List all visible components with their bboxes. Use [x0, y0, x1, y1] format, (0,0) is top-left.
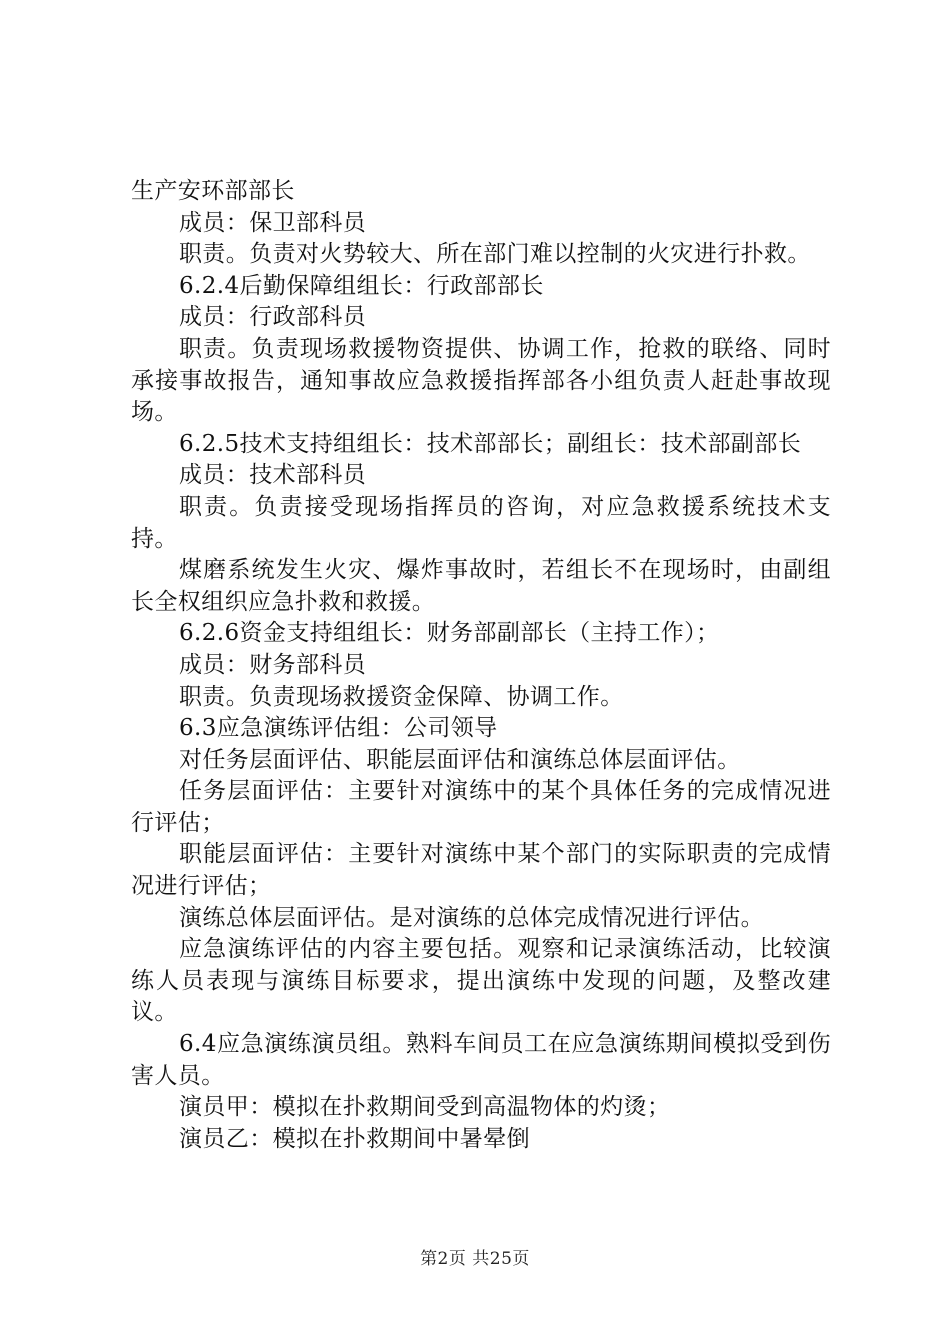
paragraph-17: 演练总体层面评估。是对演练的总体完成情况进行评估。 — [179, 904, 764, 931]
paragraph-20: 演员甲：模拟在扑救期间受到高温物体的灼烫； — [179, 1094, 671, 1121]
paragraph-3: 6.2.4后勤保障组组长：行政部部长 — [179, 272, 544, 299]
document-body — [131, 176, 831, 1155]
paragraph-13: 6.3应急演练评估组：公司领导 — [179, 715, 498, 742]
paragraph-12: 职责。负责现场救援资金保障、协调工作。 — [179, 683, 624, 710]
paragraph-2: 职责。负责对火势较大、所在部门难以控制的火灾进行扑救。 — [179, 241, 811, 268]
page-footer — [0, 1244, 950, 1269]
paragraph-18: 应急演练评估的内容主要包括。观察和记录演练活动，比较演练人员表现与演练目标要求，提出演练中发现的问题，及整改建议。 — [131, 936, 831, 1026]
paragraph-21: 演员乙：模拟在扑救期间中暑晕倒 — [179, 1125, 530, 1152]
paragraph-11: 成员：财务部科员 — [179, 651, 367, 678]
paragraph-1: 成员：保卫部科员 — [179, 209, 367, 236]
paragraph-19: 6.4应急演练演员组。熟料车间员工在应急演练期间模拟受到伤害人员。 — [131, 1031, 831, 1089]
paragraph-6: 6.2.5技术支持组组长：技术部部长；副组长：技术部副部长 — [179, 430, 802, 457]
paragraph-16: 职能层面评估：主要针对演练中某个部门的实际职责的完成情况进行评估； — [131, 841, 831, 900]
paragraph-5: 职责。负责现场救援物资提供、协调工作，抢救的联络、同时承接事故报告，通知事故应急救援指挥部各小组负责人赶赴事故现场。 — [131, 335, 831, 426]
paragraph-8: 职责。负责接受现场指挥员的咨询，对应急救援系统技术支持。 — [131, 493, 831, 552]
paragraph-4: 成员：行政部科员 — [179, 304, 367, 331]
page-number-label: 第2页 共25页 — [420, 1249, 530, 1269]
paragraph-7: 成员：技术部科员 — [179, 462, 367, 489]
paragraph-0: 生产安环部部长 — [131, 178, 295, 204]
paragraph-15: 任务层面评估：主要针对演练中的某个具体任务的完成情况进行评估； — [131, 778, 831, 836]
paragraph-9: 煤磨系统发生火灾、爆炸事故时，若组长不在现场时，由副组长全权组织应急扑救和救援。 — [131, 557, 831, 615]
paragraph-10: 6.2.6资金支持组组长：财务部副部长（主持工作）； — [179, 620, 720, 647]
paragraph-14: 对任务层面评估、职能层面评估和演练总体层面评估。 — [179, 746, 741, 773]
